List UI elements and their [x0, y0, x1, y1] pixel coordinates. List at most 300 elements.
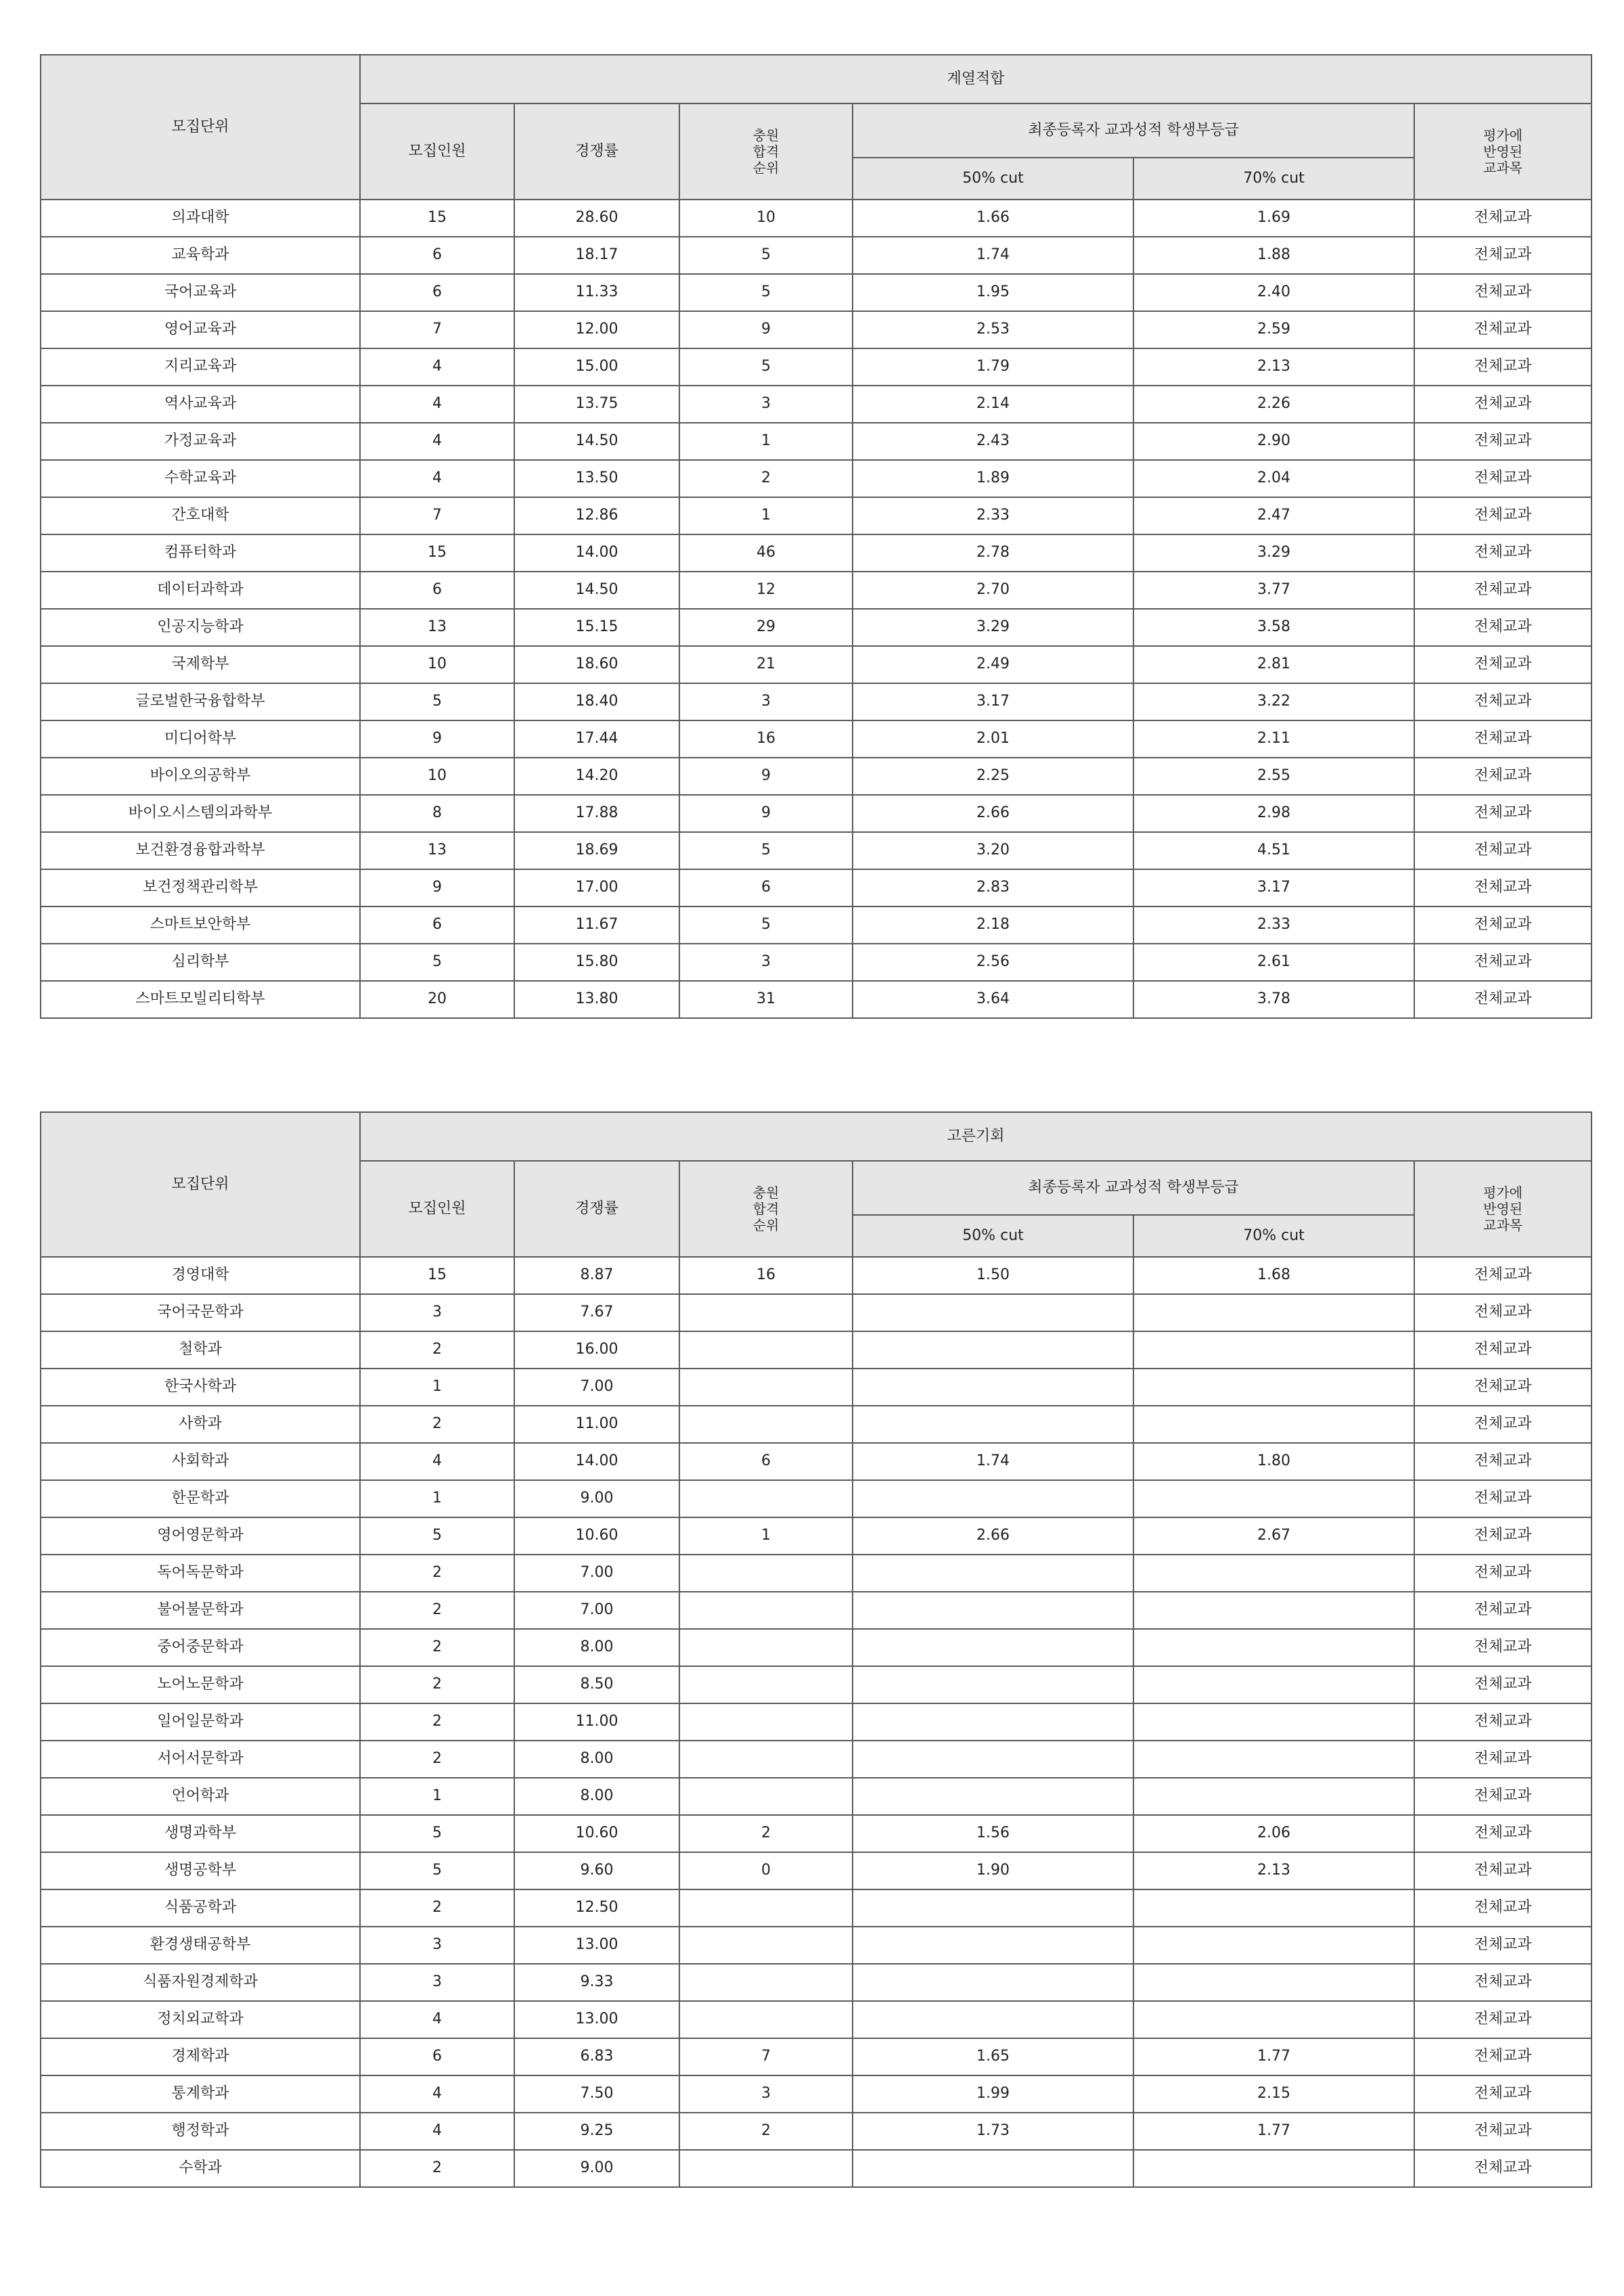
rank-cell: 5 — [679, 348, 853, 386]
rank-cell: 16 — [679, 720, 853, 758]
unit-cell: 언어학과 — [41, 1778, 360, 1815]
cut50-cell: 2.66 — [853, 1517, 1133, 1555]
competition-cell: 14.20 — [514, 758, 679, 795]
recruit-cell: 6 — [360, 572, 514, 609]
table-row — [41, 1294, 1592, 1331]
cut50-cell: 3.17 — [853, 683, 1133, 720]
unit-cell: 중어중문학과 — [41, 1629, 360, 1666]
subjects-cell: 전체교과 — [1414, 1294, 1592, 1331]
recruit-cell: 2 — [360, 1406, 514, 1443]
recruit-cell: 2 — [360, 1629, 514, 1666]
cut50-cell: 2.66 — [853, 795, 1133, 832]
competition-cell: 13.75 — [514, 386, 679, 423]
rank-cell: 31 — [679, 981, 853, 1018]
subjects-cell: 전체교과 — [1414, 1480, 1592, 1517]
subjects-cell: 전체교과 — [1414, 981, 1592, 1018]
table-row — [41, 832, 1592, 869]
cut50-cell: 2.83 — [853, 869, 1133, 906]
unit-cell: 글로벌한국융합학부 — [41, 683, 360, 720]
cut70-cell — [1133, 1480, 1414, 1517]
subjects-cell: 전체교과 — [1414, 1778, 1592, 1815]
cut70-cell — [1133, 1294, 1414, 1331]
cut70-header: 70% cut — [1133, 1215, 1414, 1257]
cut70-cell: 1.77 — [1133, 2038, 1414, 2075]
subjects-cell: 전체교과 — [1414, 646, 1592, 683]
competition-cell: 8.50 — [514, 1666, 679, 1703]
competition-cell: 17.88 — [514, 795, 679, 832]
subjects-cell: 전체교과 — [1414, 1852, 1592, 1889]
cut50-cell — [853, 1741, 1133, 1778]
subjects-cell: 전체교과 — [1414, 2150, 1592, 2187]
competition-cell: 17.00 — [514, 869, 679, 906]
rank-cell: 29 — [679, 609, 853, 646]
recruit-cell: 6 — [360, 906, 514, 944]
competition-cell: 9.33 — [514, 1964, 679, 2001]
recruit-cell: 5 — [360, 1852, 514, 1889]
recruit-cell: 6 — [360, 274, 514, 311]
rank-cell: 3 — [679, 683, 853, 720]
competition-cell: 18.60 — [514, 646, 679, 683]
subjects-cell: 전체교과 — [1414, 1443, 1592, 1480]
cut70-cell — [1133, 1666, 1414, 1703]
rank-cell — [679, 1778, 853, 1815]
rank-cell — [679, 1406, 853, 1443]
table-row — [41, 1629, 1592, 1666]
cut50-cell — [853, 1927, 1133, 1964]
table-row — [41, 720, 1592, 758]
unit-cell: 국어국문학과 — [41, 1294, 360, 1331]
competition-cell: 9.25 — [514, 2113, 679, 2150]
recruit-cell: 2 — [360, 1666, 514, 1703]
unit-cell: 환경생태공학부 — [41, 1927, 360, 1964]
recruit-cell: 2 — [360, 1331, 514, 1369]
subjects-cell: 전체교과 — [1414, 311, 1592, 348]
subjects-cell: 전체교과 — [1414, 386, 1592, 423]
table-row — [41, 795, 1592, 832]
unit-cell: 생명공학부 — [41, 1852, 360, 1889]
subjects-cell: 전체교과 — [1414, 795, 1592, 832]
unit-cell: 미디어학부 — [41, 720, 360, 758]
table-row — [41, 2001, 1592, 2038]
unit-cell: 의과대학 — [41, 200, 360, 237]
cut50-cell: 1.99 — [853, 2075, 1133, 2113]
subjects-cell: 전체교과 — [1414, 497, 1592, 534]
competition-cell: 18.69 — [514, 832, 679, 869]
cut50-cell: 2.78 — [853, 534, 1133, 572]
rank-cell: 10 — [679, 200, 853, 237]
recruit-cell: 10 — [360, 758, 514, 795]
unit-cell: 바이오의공학부 — [41, 758, 360, 795]
cut50-cell: 2.25 — [853, 758, 1133, 795]
rank-cell: 3 — [679, 386, 853, 423]
rank-cell: 6 — [679, 869, 853, 906]
cut70-cell — [1133, 2150, 1414, 2187]
table-row — [41, 1555, 1592, 1592]
grade-group-header: 최종등록자 교과성적 학생부등급 — [853, 1161, 1414, 1215]
recruit-cell: 20 — [360, 981, 514, 1018]
cut50-cell — [853, 1555, 1133, 1592]
competition-cell: 6.83 — [514, 2038, 679, 2075]
competition-cell: 7.67 — [514, 1294, 679, 1331]
subjects-cell: 전체교과 — [1414, 460, 1592, 497]
table-row — [41, 2075, 1592, 2113]
rank-cell: 7 — [679, 2038, 853, 2075]
unit-cell: 가정교육과 — [41, 423, 360, 460]
rank-cell: 2 — [679, 2113, 853, 2150]
cut50-cell: 3.29 — [853, 609, 1133, 646]
recruit-cell: 5 — [360, 683, 514, 720]
subjects-cell: 전체교과 — [1414, 609, 1592, 646]
cut70-cell — [1133, 1555, 1414, 1592]
unit-cell: 경제학과 — [41, 2038, 360, 2075]
cut70-cell — [1133, 1592, 1414, 1629]
cut70-cell — [1133, 1629, 1414, 1666]
unit-cell: 독어독문학과 — [41, 1555, 360, 1592]
cut70-cell: 2.61 — [1133, 944, 1414, 981]
unit-cell: 지리교육과 — [41, 348, 360, 386]
cut70-cell: 2.15 — [1133, 2075, 1414, 2113]
unit-cell: 인공지능학과 — [41, 609, 360, 646]
unit-cell: 식품공학과 — [41, 1889, 360, 1927]
rank-cell — [679, 1629, 853, 1666]
rank-cell — [679, 1889, 853, 1927]
cut50-cell — [853, 1889, 1133, 1927]
unit-cell: 노어노문학과 — [41, 1666, 360, 1703]
unit-cell: 스마트보안학부 — [41, 906, 360, 944]
subjects-cell: 전체교과 — [1414, 2038, 1592, 2075]
rank-cell: 2 — [679, 460, 853, 497]
recruit-cell: 2 — [360, 2150, 514, 2187]
recruit-cell: 4 — [360, 423, 514, 460]
rank-cell: 12 — [679, 572, 853, 609]
competition-cell: 12.00 — [514, 311, 679, 348]
table-row — [41, 1703, 1592, 1741]
rank-cell: 46 — [679, 534, 853, 572]
cut70-cell: 2.26 — [1133, 386, 1414, 423]
rank-cell: 5 — [679, 237, 853, 274]
cut50-cell — [853, 1666, 1133, 1703]
cut70-cell: 2.40 — [1133, 274, 1414, 311]
cut70-cell: 2.06 — [1133, 1815, 1414, 1852]
unit-cell: 불어불문학과 — [41, 1592, 360, 1629]
unit-cell: 일어일문학과 — [41, 1703, 360, 1741]
subjects-cell: 전체교과 — [1414, 534, 1592, 572]
competition-cell: 16.00 — [514, 1331, 679, 1369]
rank-cell: 9 — [679, 795, 853, 832]
cut50-cell — [853, 1629, 1133, 1666]
unit-cell: 식품자원경제학과 — [41, 1964, 360, 2001]
cut50-cell: 1.79 — [853, 348, 1133, 386]
subjects-cell: 전체교과 — [1414, 572, 1592, 609]
rank-cell — [679, 1294, 853, 1331]
cut50-cell: 1.74 — [853, 237, 1133, 274]
unit-cell: 영어교육과 — [41, 311, 360, 348]
unit-cell: 사학과 — [41, 1406, 360, 1443]
subjects-cell: 전체교과 — [1414, 274, 1592, 311]
table-row — [41, 1852, 1592, 1889]
table-row — [41, 1406, 1592, 1443]
recruit-cell: 15 — [360, 534, 514, 572]
recruit-header: 모집인원 — [360, 104, 514, 200]
rank-cell — [679, 1592, 853, 1629]
cut50-cell: 1.50 — [853, 1257, 1133, 1294]
cut70-cell: 2.67 — [1133, 1517, 1414, 1555]
cut70-cell: 3.77 — [1133, 572, 1414, 609]
cut70-cell: 1.80 — [1133, 1443, 1414, 1480]
subjects-header: 평가에 반영된 교과목 — [1414, 1161, 1592, 1257]
cut70-cell — [1133, 2001, 1414, 2038]
subjects-cell: 전체교과 — [1414, 2113, 1592, 2150]
cut50-cell — [853, 1331, 1133, 1369]
admission-table-equal-opportunity — [40, 1111, 1592, 2188]
cut50-header: 50% cut — [853, 1215, 1133, 1257]
subjects-cell: 전체교과 — [1414, 906, 1592, 944]
competition-cell: 12.86 — [514, 497, 679, 534]
rank-cell: 6 — [679, 1443, 853, 1480]
recruit-cell: 5 — [360, 944, 514, 981]
competition-cell: 8.00 — [514, 1741, 679, 1778]
cut70-cell: 1.68 — [1133, 1257, 1414, 1294]
unit-cell: 간호대학 — [41, 497, 360, 534]
table-title: 계열적합 — [360, 55, 1592, 104]
competition-cell: 18.40 — [514, 683, 679, 720]
competition-cell: 12.50 — [514, 1889, 679, 1927]
recruit-cell: 2 — [360, 1741, 514, 1778]
table-row — [41, 1927, 1592, 1964]
competition-cell: 7.50 — [514, 2075, 679, 2113]
table-row — [41, 1592, 1592, 1629]
table-row — [41, 1964, 1592, 2001]
rank-cell — [679, 1964, 853, 2001]
cut70-cell: 3.17 — [1133, 869, 1414, 906]
competition-header: 경쟁률 — [514, 104, 679, 200]
recruit-cell: 3 — [360, 1927, 514, 1964]
rank-cell — [679, 1369, 853, 1406]
rank-cell: 3 — [679, 2075, 853, 2113]
unit-cell: 역사교육과 — [41, 386, 360, 423]
competition-cell: 17.44 — [514, 720, 679, 758]
cut70-cell — [1133, 1406, 1414, 1443]
unit-cell: 데이터과학과 — [41, 572, 360, 609]
subjects-cell: 전체교과 — [1414, 1703, 1592, 1741]
table-row — [41, 423, 1592, 460]
competition-cell: 8.87 — [514, 1257, 679, 1294]
cut70-cell: 2.11 — [1133, 720, 1414, 758]
unit-cell: 통계학과 — [41, 2075, 360, 2113]
table-row — [41, 348, 1592, 386]
rank-cell: 1 — [679, 423, 853, 460]
unit-cell: 행정학과 — [41, 2113, 360, 2150]
competition-cell: 18.17 — [514, 237, 679, 274]
table-row — [41, 534, 1592, 572]
table-row — [41, 1517, 1592, 1555]
recruit-cell: 5 — [360, 1517, 514, 1555]
subjects-cell: 전체교과 — [1414, 1629, 1592, 1666]
recruit-cell: 2 — [360, 1703, 514, 1741]
cut70-cell: 2.13 — [1133, 1852, 1414, 1889]
cut70-cell: 4.51 — [1133, 832, 1414, 869]
cut50-cell: 2.43 — [853, 423, 1133, 460]
recruit-cell: 4 — [360, 386, 514, 423]
rank-cell: 5 — [679, 832, 853, 869]
unit-cell: 한국사학과 — [41, 1369, 360, 1406]
rank-cell — [679, 2001, 853, 2038]
rank-cell: 5 — [679, 906, 853, 944]
table-row — [41, 311, 1592, 348]
competition-cell: 7.00 — [514, 1592, 679, 1629]
subjects-cell: 전체교과 — [1414, 1406, 1592, 1443]
rank-cell — [679, 1480, 853, 1517]
recruit-cell: 3 — [360, 1294, 514, 1331]
recruit-cell: 15 — [360, 1257, 514, 1294]
subjects-cell: 전체교과 — [1414, 2001, 1592, 2038]
cut70-cell — [1133, 1889, 1414, 1927]
cut50-cell — [853, 1703, 1133, 1741]
unit-cell: 바이오시스템의과학부 — [41, 795, 360, 832]
recruit-cell: 1 — [360, 1480, 514, 1517]
competition-cell: 13.80 — [514, 981, 679, 1018]
competition-cell: 11.00 — [514, 1703, 679, 1741]
unit-cell: 생명과학부 — [41, 1815, 360, 1852]
rank-cell — [679, 1741, 853, 1778]
cut50-cell: 2.70 — [853, 572, 1133, 609]
table-row — [41, 460, 1592, 497]
table-title: 고른기회 — [360, 1112, 1592, 1161]
cut50-cell: 2.33 — [853, 497, 1133, 534]
subjects-cell: 전체교과 — [1414, 1666, 1592, 1703]
subjects-cell: 전체교과 — [1414, 1964, 1592, 2001]
unit-cell: 스마트모빌리티학부 — [41, 981, 360, 1018]
rank-cell — [679, 1927, 853, 1964]
competition-cell: 14.50 — [514, 572, 679, 609]
subjects-cell: 전체교과 — [1414, 869, 1592, 906]
recruit-cell: 15 — [360, 200, 514, 237]
recruit-cell: 4 — [360, 460, 514, 497]
unit-cell: 수학과 — [41, 2150, 360, 2187]
cut50-cell — [853, 1294, 1133, 1331]
rank-cell — [679, 1331, 853, 1369]
recruit-cell: 3 — [360, 1964, 514, 2001]
cut50-cell: 2.18 — [853, 906, 1133, 944]
cut70-cell: 3.78 — [1133, 981, 1414, 1018]
competition-header: 경쟁률 — [514, 1161, 679, 1257]
rank-cell — [679, 1666, 853, 1703]
rank-cell: 5 — [679, 274, 853, 311]
rank-cell: 3 — [679, 944, 853, 981]
cut70-cell — [1133, 1703, 1414, 1741]
recruit-header: 모집인원 — [360, 1161, 514, 1257]
competition-cell: 9.00 — [514, 1480, 679, 1517]
recruit-cell: 9 — [360, 720, 514, 758]
cut50-cell: 1.56 — [853, 1815, 1133, 1852]
competition-cell: 28.60 — [514, 200, 679, 237]
competition-cell: 15.00 — [514, 348, 679, 386]
competition-cell: 8.00 — [514, 1629, 679, 1666]
subjects-cell: 전체교과 — [1414, 1331, 1592, 1369]
rank-cell — [679, 2150, 853, 2187]
table-row — [41, 1666, 1592, 1703]
unit-cell: 경영대학 — [41, 1257, 360, 1294]
rank-cell: 9 — [679, 311, 853, 348]
subjects-cell: 전체교과 — [1414, 423, 1592, 460]
competition-cell: 9.00 — [514, 2150, 679, 2187]
competition-cell: 11.67 — [514, 906, 679, 944]
competition-cell: 8.00 — [514, 1778, 679, 1815]
table-row — [41, 758, 1592, 795]
cut50-cell: 3.20 — [853, 832, 1133, 869]
cut50-cell: 1.66 — [853, 200, 1133, 237]
subjects-cell: 전체교과 — [1414, 720, 1592, 758]
recruit-cell: 4 — [360, 2001, 514, 2038]
rank-cell: 16 — [679, 1257, 853, 1294]
cut50-cell: 1.73 — [853, 2113, 1133, 2150]
unit-header: 모집단위 — [41, 55, 360, 200]
unit-cell: 서어서문학과 — [41, 1741, 360, 1778]
subjects-cell: 전체교과 — [1414, 1555, 1592, 1592]
subjects-cell: 전체교과 — [1414, 1517, 1592, 1555]
table-row — [41, 683, 1592, 720]
cut50-cell: 1.74 — [853, 1443, 1133, 1480]
recruit-cell: 7 — [360, 497, 514, 534]
cut50-cell: 3.64 — [853, 981, 1133, 1018]
cut70-cell — [1133, 1778, 1414, 1815]
subjects-cell: 전체교과 — [1414, 1741, 1592, 1778]
cut50-cell: 1.65 — [853, 2038, 1133, 2075]
unit-cell: 한문학과 — [41, 1480, 360, 1517]
table-row — [41, 200, 1592, 237]
cut50-cell — [853, 1778, 1133, 1815]
competition-cell: 13.50 — [514, 460, 679, 497]
table-row — [41, 944, 1592, 981]
grade-group-header: 최종등록자 교과성적 학생부등급 — [853, 104, 1414, 158]
rank-header: 충원 합격 순위 — [679, 104, 853, 200]
recruit-cell: 1 — [360, 1369, 514, 1406]
rank-cell: 21 — [679, 646, 853, 683]
cut50-cell: 1.89 — [853, 460, 1133, 497]
cut50-cell — [853, 1480, 1133, 1517]
competition-cell: 15.80 — [514, 944, 679, 981]
cut70-cell: 2.13 — [1133, 348, 1414, 386]
competition-cell: 13.00 — [514, 1927, 679, 1964]
subjects-cell: 전체교과 — [1414, 2075, 1592, 2113]
cut70-cell: 2.81 — [1133, 646, 1414, 683]
competition-cell: 7.00 — [514, 1369, 679, 1406]
table-row — [41, 1815, 1592, 1852]
cut50-header: 50% cut — [853, 158, 1133, 200]
cut50-cell — [853, 1964, 1133, 2001]
unit-header: 모집단위 — [41, 1112, 360, 1257]
cut70-cell — [1133, 1331, 1414, 1369]
table-row — [41, 1889, 1592, 1927]
cut70-cell: 3.29 — [1133, 534, 1414, 572]
unit-cell: 철학과 — [41, 1331, 360, 1369]
competition-cell: 9.60 — [514, 1852, 679, 1889]
unit-cell: 컴퓨터학과 — [41, 534, 360, 572]
subjects-cell: 전체교과 — [1414, 944, 1592, 981]
cut70-header: 70% cut — [1133, 158, 1414, 200]
cut50-cell — [853, 1406, 1133, 1443]
unit-cell: 교육학과 — [41, 237, 360, 274]
cut50-cell — [853, 1592, 1133, 1629]
recruit-cell: 4 — [360, 2075, 514, 2113]
table-row — [41, 1257, 1592, 1294]
table-row — [41, 572, 1592, 609]
rank-cell — [679, 1703, 853, 1741]
cut50-cell: 1.95 — [853, 274, 1133, 311]
recruit-cell: 6 — [360, 237, 514, 274]
unit-cell: 영어영문학과 — [41, 1517, 360, 1555]
table-row — [41, 1480, 1592, 1517]
